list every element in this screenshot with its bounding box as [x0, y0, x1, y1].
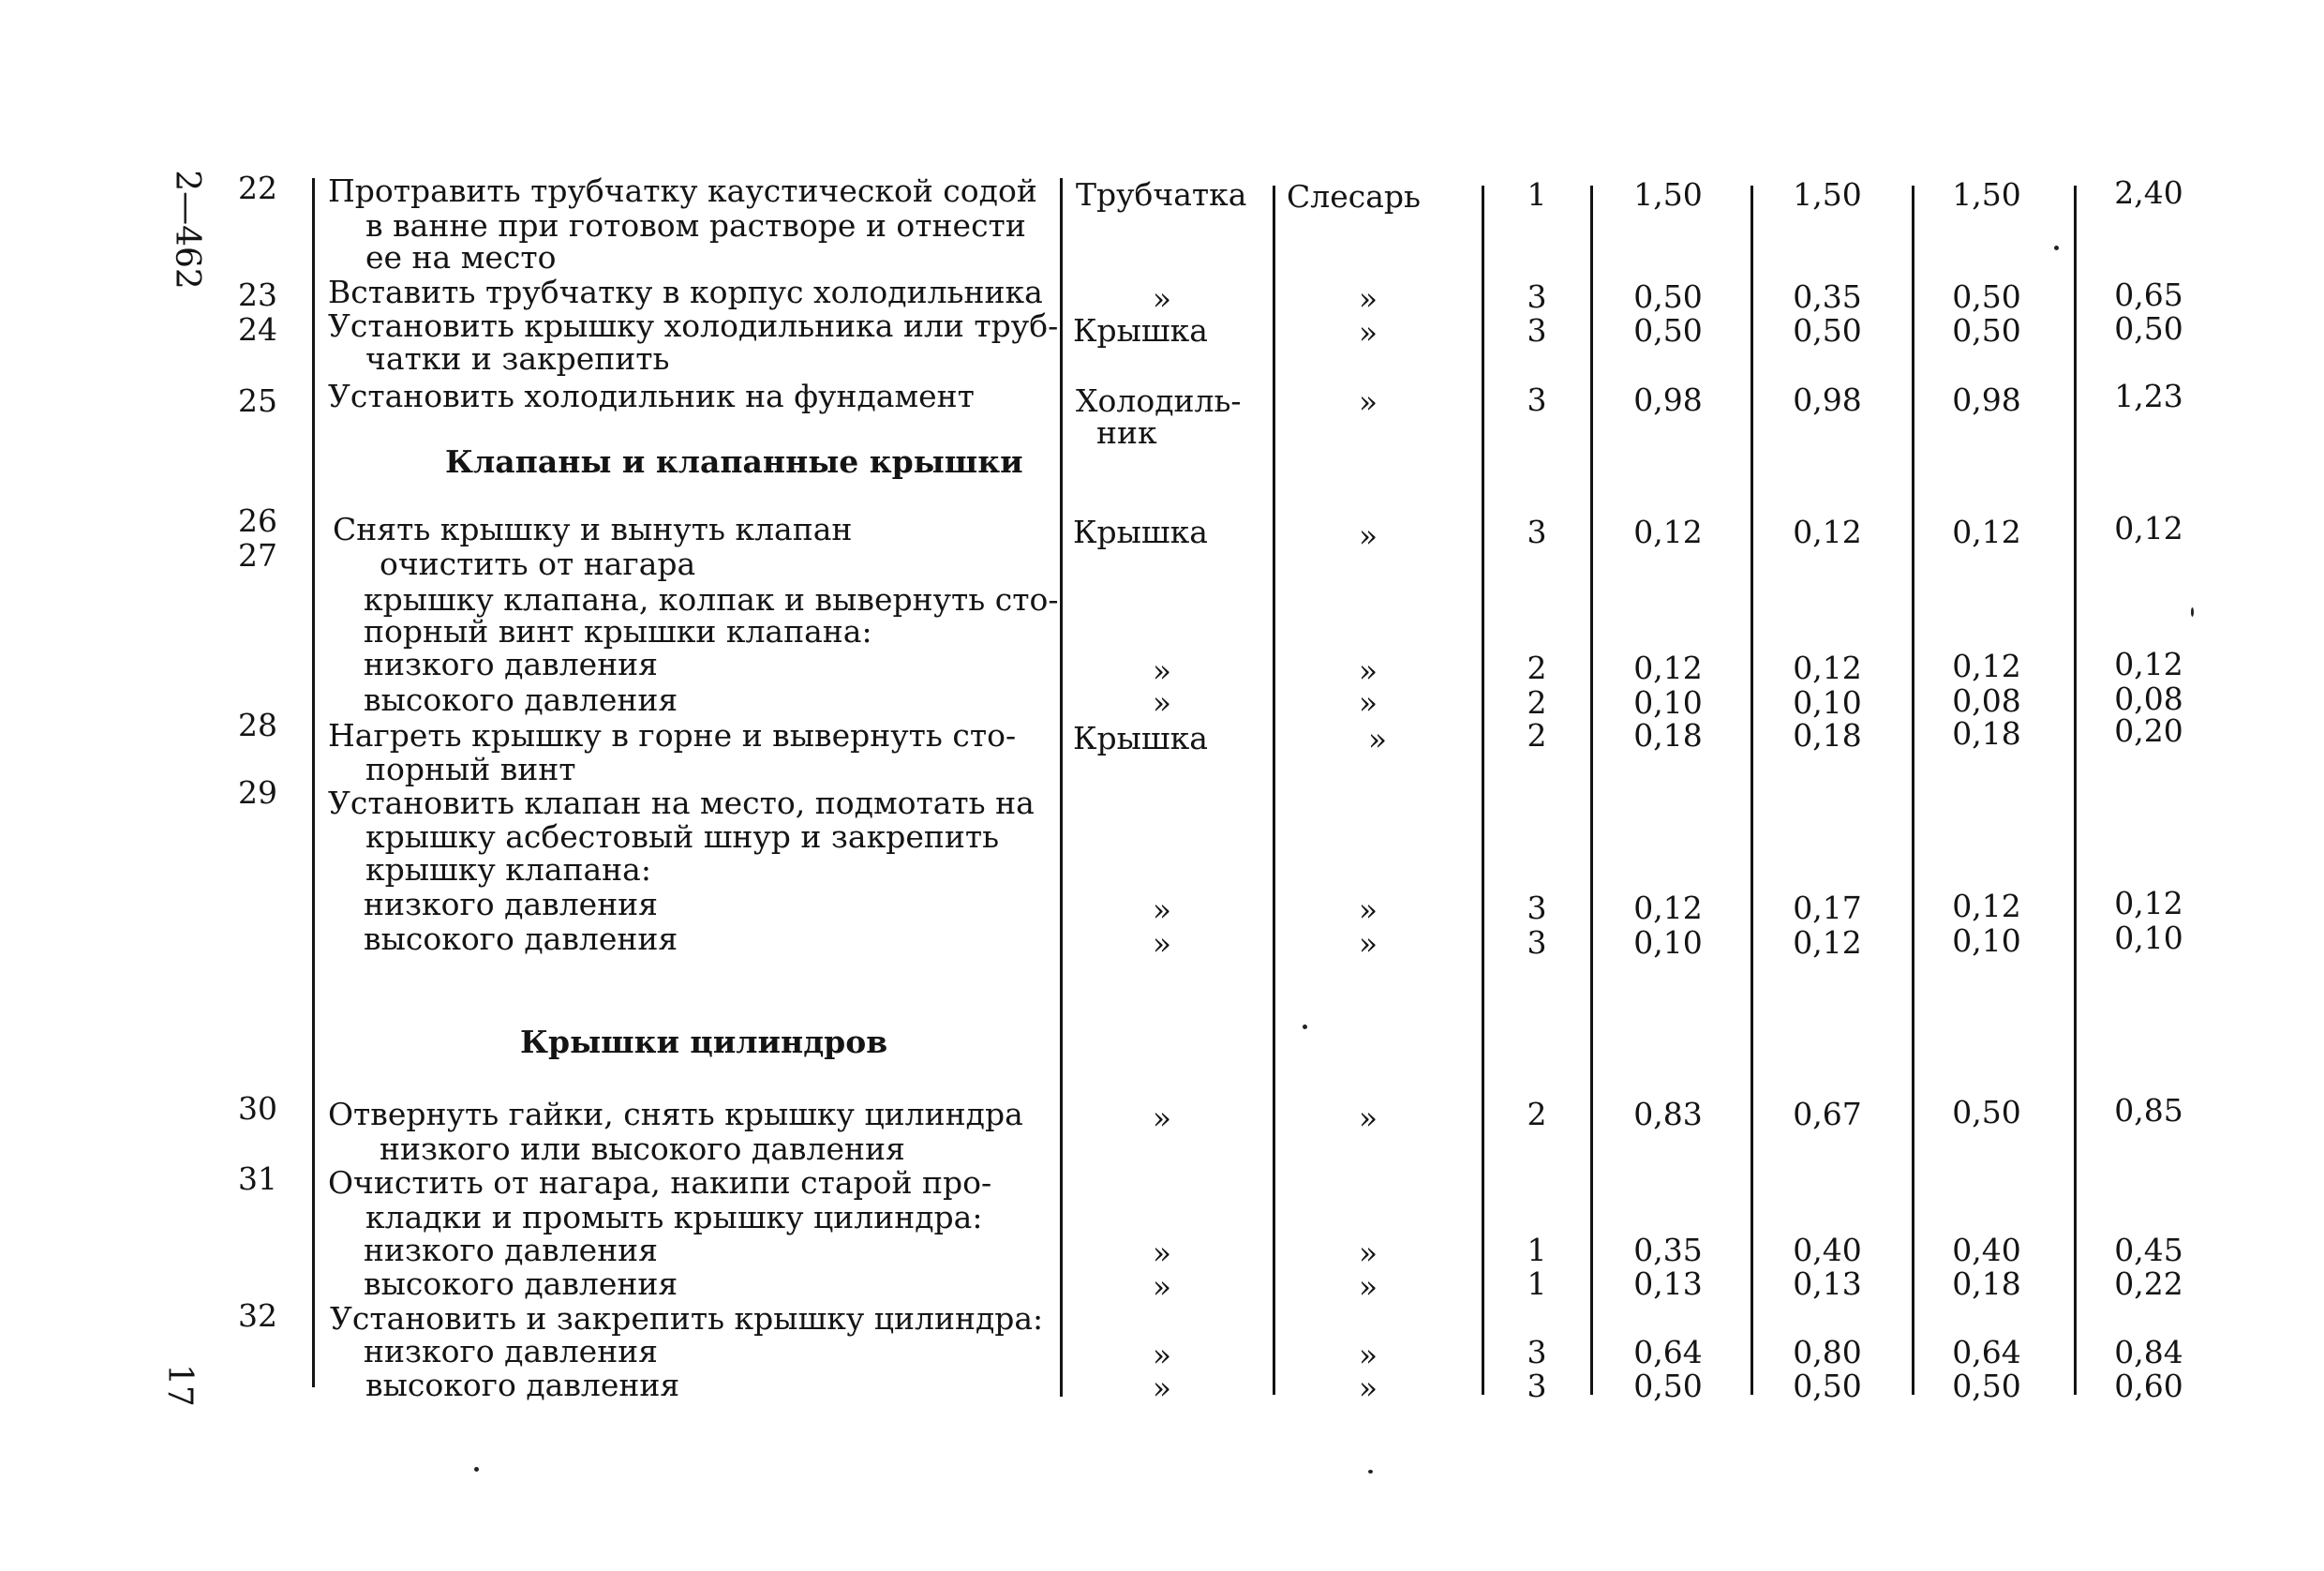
row-description: чатки и закрепить [365, 340, 670, 377]
row-item: Крышка [1073, 720, 1208, 756]
row-item: » [1152, 1234, 1172, 1271]
row-item: » [1152, 891, 1172, 928]
row-worker: » [1358, 314, 1378, 351]
row-value-3: 0,50 [1952, 1368, 2021, 1404]
row-value-1: 0,83 [1633, 1096, 1703, 1132]
row-number: 23 [238, 277, 277, 313]
row-worker: Слесарь [1287, 178, 1421, 215]
row-description: низкого или высокого давления [380, 1130, 905, 1167]
row-description: крышку асбестовый шнур и закрепить [365, 818, 1000, 855]
row-description: очистить от нагара [380, 546, 696, 582]
row-value-1: 0,13 [1633, 1265, 1703, 1302]
row-value-3: 0,08 [1952, 682, 2021, 719]
row-description: Отвернуть гайки, снять крышку цилиндра [328, 1096, 1023, 1132]
row-value-4: 0,65 [2114, 277, 2183, 313]
row-category: 3 [1527, 1368, 1547, 1404]
row-category: 3 [1527, 1334, 1547, 1370]
scan-speck [1368, 1470, 1373, 1474]
row-value-3: 0,64 [1952, 1334, 2021, 1370]
row-value-4: 0,12 [2114, 646, 2183, 682]
row-subitem: низкого давления [364, 1333, 658, 1369]
scan-speck [1303, 1025, 1307, 1029]
row-value-1: 0,12 [1633, 514, 1703, 550]
row-item: ник [1096, 414, 1157, 451]
row-category: 1 [1527, 1265, 1547, 1302]
row-item: » [1152, 280, 1172, 317]
row-item: » [1152, 684, 1172, 721]
row-item: » [1152, 925, 1172, 962]
row-description: в ванне при готовом растворе и отнести [365, 207, 1026, 244]
row-value-1: 0,18 [1633, 717, 1703, 754]
row-category: 2 [1527, 650, 1547, 686]
row-description: порный винт крышки клапана: [364, 613, 872, 650]
row-subitem: низкого давления [364, 1232, 658, 1268]
row-value-3: 0,50 [1952, 1094, 2021, 1130]
row-value-3: 0,98 [1952, 382, 2021, 418]
row-value-2: 0,80 [1793, 1334, 1862, 1370]
row-category: 1 [1527, 1232, 1547, 1268]
rule-value1-left [1590, 186, 1593, 1395]
row-value-2: 1,50 [1793, 176, 1862, 213]
row-value-2: 0,50 [1793, 312, 1862, 349]
row-value-1: 0,12 [1633, 650, 1703, 686]
row-item: » [1152, 652, 1172, 689]
row-value-3: 0,50 [1952, 278, 2021, 315]
row-value-2: 0,40 [1793, 1232, 1862, 1268]
row-subitem: высокого давления [365, 1367, 680, 1403]
row-number: 32 [238, 1297, 277, 1334]
row-category: 3 [1527, 890, 1547, 926]
row-subitem: высокого давления [364, 681, 678, 718]
row-description: Снять крышку и вынуть клапан [333, 511, 853, 547]
row-worker: » [1358, 652, 1378, 689]
row-value-2: 0,67 [1793, 1096, 1862, 1132]
row-subitem: высокого давления [364, 920, 678, 957]
row-value-4: 0,84 [2114, 1334, 2183, 1370]
row-value-3: 0,12 [1952, 648, 2021, 684]
row-value-2: 0,35 [1793, 278, 1862, 315]
row-value-2: 0,13 [1793, 1265, 1862, 1302]
row-value-4: 1,23 [2114, 378, 2183, 414]
document-code: 2—462 [167, 170, 206, 290]
rule-description-left [312, 178, 315, 1387]
section-heading-valves: Клапаны и клапанные крышки [445, 443, 1023, 480]
row-value-1: 0,12 [1633, 890, 1703, 926]
row-worker: » [1358, 1369, 1378, 1406]
row-value-4: 0,85 [2114, 1092, 2183, 1129]
rule-value3-left [1912, 186, 1914, 1395]
row-worker: » [1358, 280, 1378, 317]
row-worker: » [1358, 925, 1378, 962]
row-description: Установить и закрепить крышку цилиндра: [330, 1300, 1044, 1337]
row-description: Установить клапан на место, подмотать на [328, 785, 1035, 821]
row-value-2: 0,98 [1793, 382, 1862, 418]
row-worker: » [1358, 1337, 1378, 1373]
scan-speck [2191, 607, 2194, 617]
rule-worker-left [1273, 186, 1275, 1395]
row-value-2: 0,12 [1793, 514, 1862, 550]
row-number: 30 [238, 1090, 277, 1127]
row-value-2: 0,12 [1793, 924, 1862, 961]
row-item: Крышка [1073, 514, 1208, 550]
row-item: » [1152, 1100, 1172, 1136]
row-value-4: 0,10 [2114, 920, 2183, 956]
row-number: 29 [238, 774, 277, 811]
row-value-4: 0,20 [2114, 712, 2183, 749]
row-value-3: 0,50 [1952, 312, 2021, 349]
row-value-1: 0,98 [1633, 382, 1703, 418]
row-description: Установить холодильник на фундамент [328, 378, 975, 414]
row-item: » [1152, 1369, 1172, 1406]
row-category: 1 [1527, 176, 1547, 213]
row-category: 2 [1527, 717, 1547, 754]
row-value-3: 0,12 [1952, 514, 2021, 550]
row-item: Холодиль- [1076, 382, 1242, 419]
scan-speck [2054, 246, 2059, 250]
row-category: 3 [1527, 382, 1547, 418]
row-worker: » [1358, 684, 1378, 721]
row-description: порный винт [365, 751, 576, 787]
row-value-1: 0,50 [1633, 1368, 1703, 1404]
row-value-3: 0,18 [1952, 715, 2021, 752]
row-value-4: 2,40 [2114, 174, 2183, 211]
row-value-4: 0,50 [2114, 310, 2183, 347]
row-value-3: 1,50 [1952, 176, 2021, 213]
rule-category-left [1482, 186, 1484, 1395]
row-description: Установить крышку холодильника или труб- [328, 307, 1059, 344]
row-worker: » [1358, 1268, 1378, 1305]
row-subitem: низкого давления [364, 886, 658, 922]
scan-speck [474, 1467, 479, 1472]
section-heading-cylinder-covers: Крышки цилиндров [520, 1024, 888, 1060]
row-item: » [1152, 1268, 1172, 1305]
row-description: ее на место [365, 239, 557, 276]
row-value-3: 0,10 [1952, 922, 2021, 959]
row-number: 28 [238, 707, 277, 743]
row-item: » [1152, 1337, 1172, 1373]
row-item: Трубчатка [1076, 176, 1247, 213]
rule-value2-left [1750, 186, 1753, 1395]
row-worker: » [1367, 721, 1388, 757]
row-value-3: 0,18 [1952, 1265, 2021, 1302]
row-value-2: 0,10 [1793, 684, 1862, 721]
row-value-4: 0,08 [2114, 681, 2183, 717]
row-category: 2 [1527, 1096, 1547, 1132]
row-item: Крышка [1073, 312, 1208, 349]
row-number: 26 [238, 502, 277, 539]
row-number: 25 [238, 382, 277, 419]
row-category: 3 [1527, 278, 1547, 315]
row-description: крышку клапана: [365, 851, 651, 888]
row-description: кладки и промыть крышку цилиндра: [365, 1199, 983, 1235]
row-category: 3 [1527, 924, 1547, 961]
row-value-1: 0,64 [1633, 1334, 1703, 1370]
row-worker: » [1358, 517, 1378, 554]
row-number: 31 [238, 1160, 277, 1197]
row-value-2: 0,50 [1793, 1368, 1862, 1404]
row-subitem: низкого давления [364, 646, 658, 682]
row-category: 3 [1527, 312, 1547, 349]
row-value-4: 0,60 [2114, 1368, 2183, 1404]
row-value-2: 0,12 [1793, 650, 1862, 686]
row-value-1: 0,50 [1633, 278, 1703, 315]
row-worker: » [1358, 1100, 1378, 1136]
row-description: Протравить трубчатку каустической содой [328, 172, 1037, 209]
row-value-1: 0,50 [1633, 312, 1703, 349]
row-value-3: 0,12 [1952, 888, 2021, 924]
row-value-2: 0,17 [1793, 890, 1862, 926]
row-description: Вставить трубчатку в корпус холодильника [328, 274, 1043, 310]
row-description: Нагреть крышку в горне и вывернуть сто- [328, 717, 1017, 754]
row-value-4: 0,45 [2114, 1232, 2183, 1268]
row-value-1: 0,35 [1633, 1232, 1703, 1268]
row-number: 22 [238, 170, 277, 206]
row-category: 2 [1527, 684, 1547, 721]
row-value-4: 0,22 [2114, 1265, 2183, 1302]
row-worker: » [1358, 891, 1378, 928]
row-number: 27 [238, 537, 277, 574]
row-worker: » [1358, 1234, 1378, 1271]
row-value-1: 1,50 [1633, 176, 1703, 213]
row-value-4: 0,12 [2114, 885, 2183, 921]
row-worker: » [1358, 383, 1378, 420]
row-value-1: 0,10 [1633, 924, 1703, 961]
page-number: 17 [159, 1364, 199, 1407]
row-subitem: высокого давления [364, 1265, 678, 1302]
rule-value4-left [2074, 186, 2077, 1395]
row-value-2: 0,18 [1793, 717, 1862, 754]
row-value-4: 0,12 [2114, 510, 2183, 546]
row-number: 24 [238, 311, 277, 348]
row-value-1: 0,10 [1633, 684, 1703, 721]
row-value-3: 0,40 [1952, 1232, 2021, 1268]
row-description: крышку клапана, колпак и вывернуть сто- [364, 581, 1059, 618]
rule-item-left [1060, 178, 1063, 1397]
row-category: 3 [1527, 514, 1547, 550]
row-description: Очистить от нагара, накипи старой про- [328, 1164, 992, 1201]
